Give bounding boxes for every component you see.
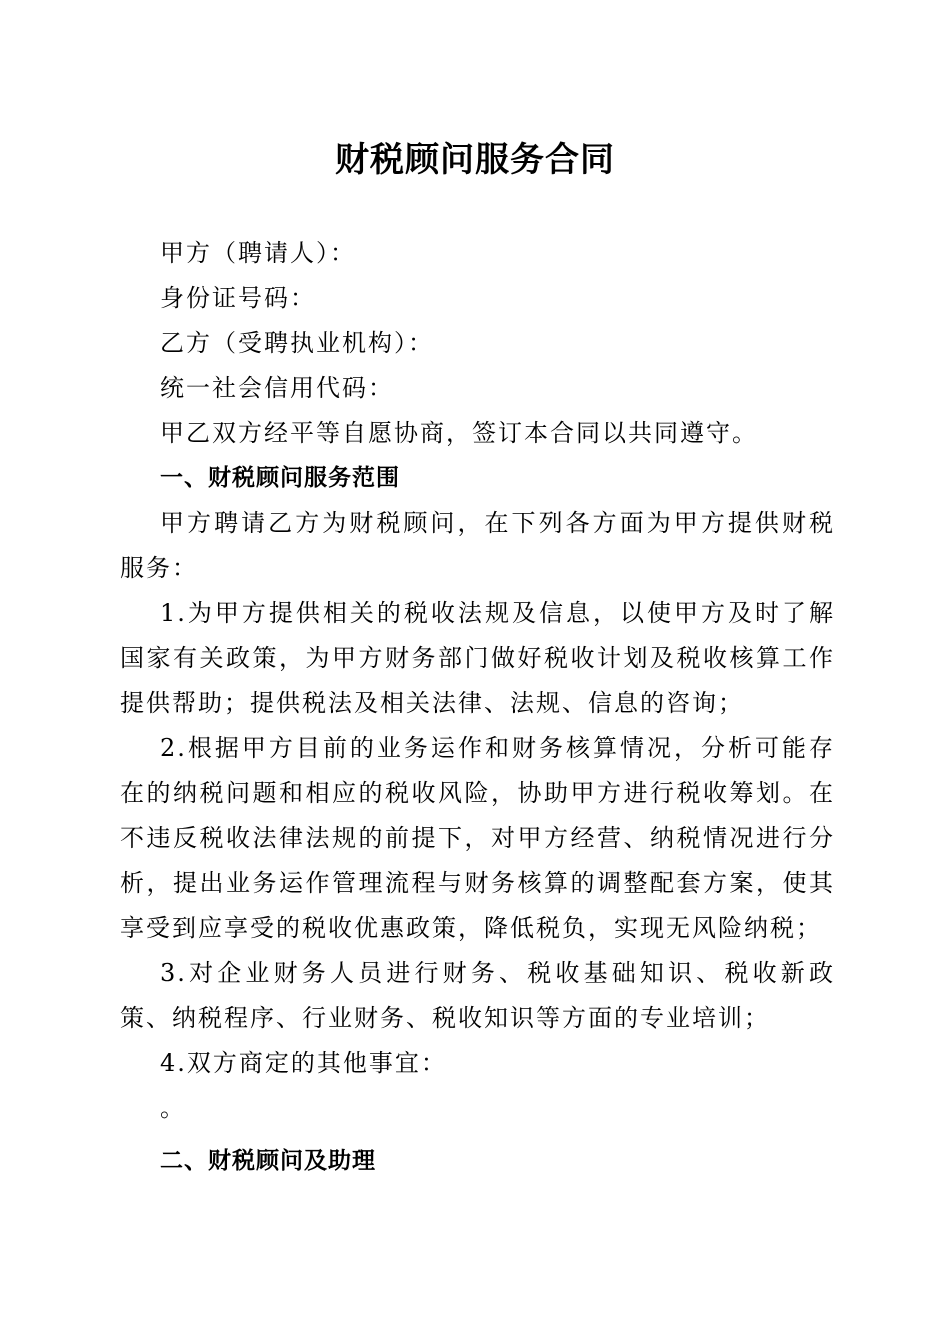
agreement-intro: 甲乙双方经平等自愿协商，签订本合同以共同遵守。 — [160, 419, 758, 447]
document-title: 财税顾问服务合同 — [335, 140, 615, 180]
document-body — [120, 231, 835, 1184]
party-a-line: 甲方（聘请人）： — [160, 239, 356, 267]
party-b-line: 乙方（受聘执业机构）： — [160, 329, 434, 357]
section1-intro: 甲方聘请乙方为财税顾问，在下列各方面为甲方提供财税服务： — [120, 509, 835, 582]
party-a-id-line: 身份证号码： — [160, 284, 316, 312]
service-item-1: 1.为甲方提供相关的税收法规及信息，以使甲方及时了解国家有关政策，为甲方财务部门做好税收计划及税收核算工作提供帮助；提供税法及相关法律、法规、信息的咨询； — [120, 599, 835, 717]
party-b-credit-code-line: 统一社会信用代码： — [160, 374, 394, 402]
service-item-4: 4.双方商定的其他事宜： — [160, 1049, 447, 1077]
service-item-3: 3.对企业财务人员进行财务、税收基础知识、税收新政策、纳税程序、行业财务、税收知识等方面的专业培训； — [120, 959, 835, 1032]
service-item-4-blank-end: 。 — [160, 1094, 186, 1122]
section1-heading: 一、财税顾问服务范围 — [160, 465, 400, 491]
service-item-2: 2.根据甲方目前的业务运作和财务核算情况，分析可能存在的纳税问题和相应的税收风险，协助甲方进行税收筹划。在不违反税收法律法规的前提下，对甲方经营、纳税情况进行分析，提出业务运作管理流程与财务核算的调整配套方案，使其享受到应享受的税收优惠政策，降低税负，实现无风险纳税； — [120, 734, 835, 942]
section2-heading: 二、财税顾问及助理 — [160, 1148, 376, 1174]
